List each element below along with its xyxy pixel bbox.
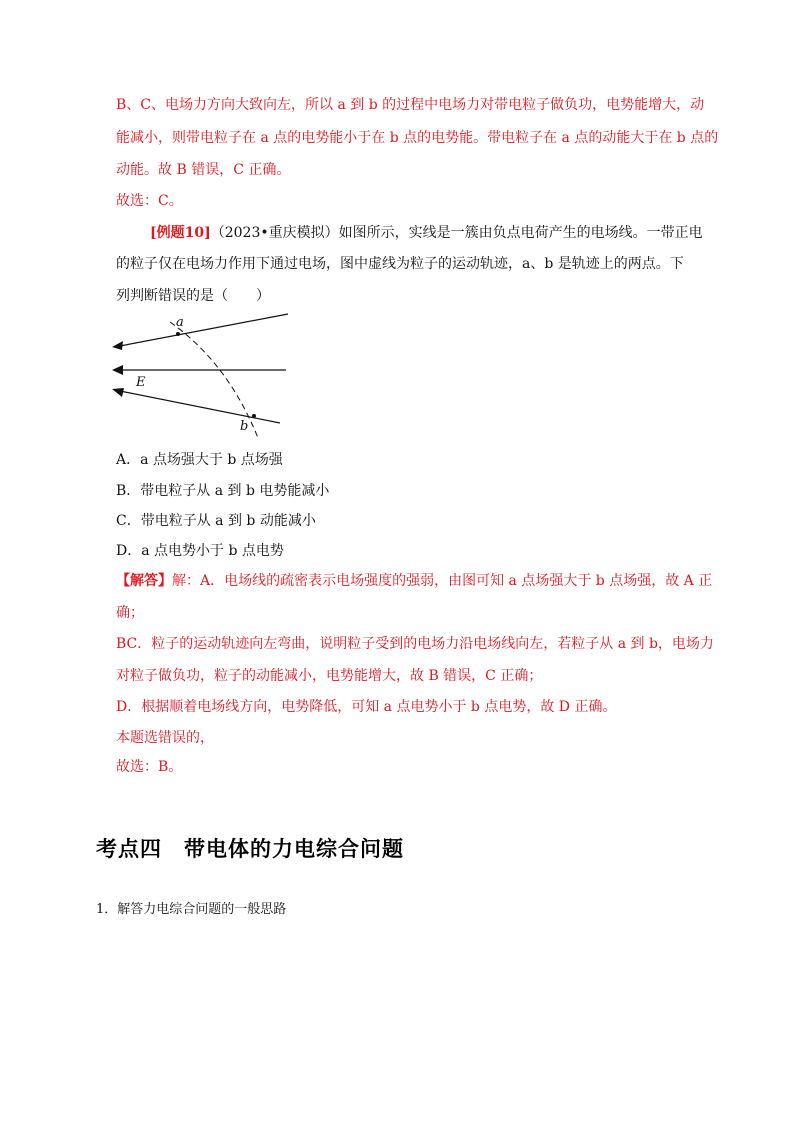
field-line-figure	[108, 308, 296, 442]
arrowhead-top	[112, 341, 123, 350]
arrowhead-bottom	[112, 388, 124, 397]
label-e: E	[136, 375, 146, 390]
solution-line-4: 对粒子做负功，粒子的动能减小，电势能增大，故 B 错误，C 正确；	[116, 668, 543, 684]
option-d: D．a 点电势小于 b 点电势	[116, 543, 284, 559]
example-line-1	[150, 223, 703, 243]
solution-text-1: 解：A．电场线的疏密表示电场强度的强弱，由图可知 a 点场强大于 b 点场强，故 A 正	[172, 573, 713, 589]
option-b: B．带电粒子从 a 到 b 电势能减小	[116, 483, 330, 499]
prev-solution-answer: 故选：C。	[116, 193, 183, 209]
section-title: 考点四 带电体的力电综合问题	[96, 837, 404, 861]
arrowhead-middle	[112, 365, 123, 375]
prev-solution-line-2: 能减小，则带电粒子在 a 点的电势能小于在 b 点的电势能。带电粒子在 a 点的动能大于在 b 点的	[116, 130, 719, 146]
example-line-2: 的粒子仅在电场力作用下通过电场，图中虚线为粒子的运动轨迹，a、b 是轨迹上的两点。下	[116, 256, 684, 272]
option-a: A．a 点场强大于 b 点场强	[116, 452, 283, 468]
solution-tag: 【解答】	[116, 573, 172, 589]
solution-line-2: 确；	[116, 605, 144, 621]
point-b	[252, 414, 256, 418]
example-line-3: 列判断错误的是（ ）	[116, 288, 270, 304]
solution-line-1	[116, 571, 712, 591]
solution-line-3: BC．粒子的运动轨迹向左弯曲，说明粒子受到的电场力沿电场线向左，若粒子从 a 到 b，电场力	[116, 636, 714, 652]
prev-solution-line-3: 动能。故 B 错误，C 正确。	[116, 162, 291, 178]
solution-line-5: D．根据顺着电场线方向，电势降低，可知 a 点电势小于 b 点电势，故 D 正确。	[116, 699, 617, 715]
label-b: b	[240, 419, 249, 434]
example-text-1: （2023•重庆模拟）如图所示，实线是一簇由负点电荷产生的电场线。一带正电	[210, 225, 703, 241]
option-c: C．带电粒子从 a 到 b 动能减小	[116, 513, 316, 529]
solution-answer: 故选：B。	[116, 759, 183, 775]
prev-solution-line-1: B、C、电场力方向大致向左，所以 a 到 b 的过程中电场力对带电粒子做负功，电势能增大，动	[116, 97, 705, 113]
field-line-bottom	[120, 391, 280, 423]
label-a: a	[176, 315, 184, 330]
example-tag: [例题10]	[150, 225, 211, 241]
solution-line-6: 本题选错误的，	[116, 730, 214, 746]
section-item-1: 1．解答力电综合问题的一般思路	[96, 902, 287, 917]
point-a	[176, 332, 180, 336]
field-line-top	[120, 314, 288, 346]
